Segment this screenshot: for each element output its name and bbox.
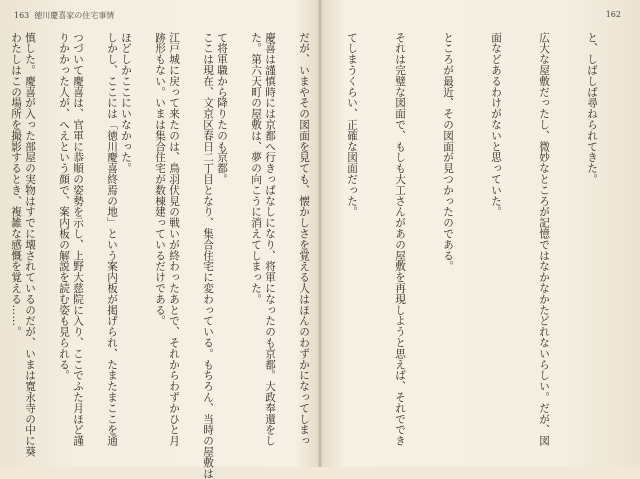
right-line: 跡形もない。いまは集合住宅が数棟建っているだけである。 (154, 32, 166, 327)
right-line: た。第六天町の屋敷は、夢の向こうに消えてしまった。 (250, 32, 262, 305)
right-line: ここは現在、文京区春日二丁目となり、集合住宅に変わっている。もちろん、当時の屋敷は (202, 32, 214, 479)
left-line: て将軍職から降りたのも京都。 (216, 32, 228, 185)
left-page-header (14, 10, 114, 21)
left-line: 江戸城に戻って来たのは、鳥羽伏見の戦いが終わったあとで、それからわずかひと月 (168, 32, 180, 447)
left-line: 慎した。慶喜が入った部屋の実物はすでに壊されているのだが、いまは寛永寺の中に葵 (24, 32, 36, 458)
right-line: わたしはこの場所を撮影するとき、複雑な感慨を覚える……。 (10, 32, 22, 338)
left-running-head: 徳川慶喜家の住宅事情 (34, 11, 115, 20)
right-line: しかし、ここには「徳川慶喜終焉の地」という案内板が掲げられ、たまたまここを通 (106, 32, 118, 447)
right-page-number: 162 (605, 10, 621, 19)
left-line: ほどしかここにいなかった。 (120, 32, 132, 174)
right-page-header (606, 10, 626, 19)
right-line: だが、いまやその図面を見ても、懐かしさを覚える人はほんのわずかになってしまっ (298, 32, 310, 447)
left-line: つづいて慶喜は、官軍に恭順の姿勢を示し、上野大慈院に入り、ここでふた月ほど謹 (72, 32, 84, 447)
right-line: 広大な屋敷だったし、微妙なところが記憶ではなかなかたどれないらしい。だが、図 (538, 32, 550, 447)
right-line: と、しばしば尋ねられてきた。 (586, 32, 598, 185)
left-page-number: 163 (14, 11, 30, 20)
left-line: 慶喜は謹慎時には京都へ行きっぱなしになり、将軍になったのも京都。大政奉還をし (264, 32, 276, 447)
right-line: それは完璧な図面で、もしも大工さんがあの屋敷を再現しようと思えば、それででき (394, 32, 406, 447)
right-line: 面などあるわけがないと思っていた。 (490, 32, 502, 218)
right-line: りかかった人が、へえという顔で、案内板の解説を読む姿も見られる。 (58, 32, 70, 381)
right-line: ところが最近、その図面が見つかったのである。 (442, 32, 454, 272)
right-line: てしまうくらい、正確な図面だった。 (346, 32, 358, 218)
